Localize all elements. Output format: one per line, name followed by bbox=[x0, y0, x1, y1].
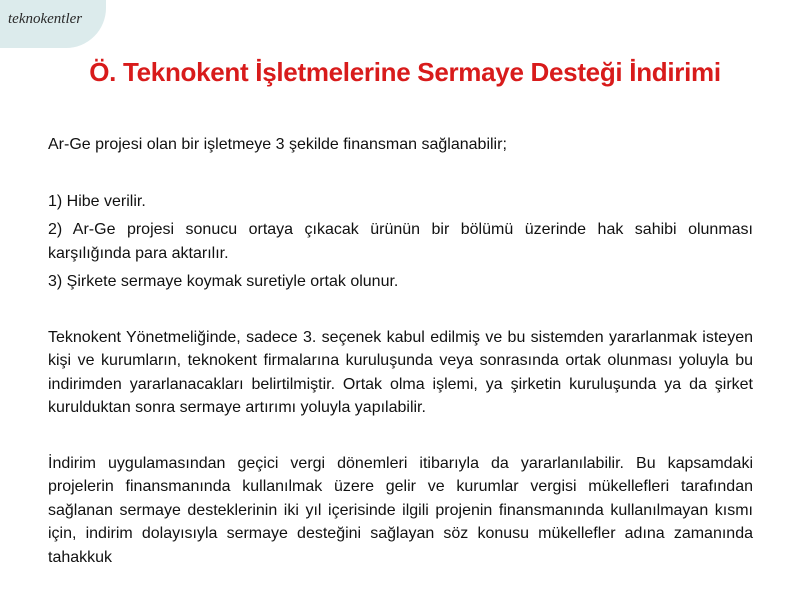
tab-label: teknokentler bbox=[8, 11, 83, 27]
header-tab bbox=[0, 0, 106, 48]
paragraph-yonetmelik: Teknokent Yönetmeliğinde, sadece 3. seçenek kabul edilmiş ve bu sistemden yararlanmak isteyen kişi ve kurumların, teknokent firmalarına kuruluşunda veya sonrasında ortak olunması yoluyla bu indirimden yararlanacakları belirtilmiştir. Ortak olma işlemi, ya şirketin kuruluşunda ya da şirket kurulduktan sonra sermaye artırımı yoluyla yapılabilir. bbox=[48, 328, 753, 416]
intro-text: Ar-Ge projesi olan bir işletmeye 3 şekilde finansman sağlanabilir; bbox=[48, 136, 507, 153]
list-item-2: 2) Ar-Ge projesi sonucu ortaya çıkacak ürünün bir bölümü üzerinde hak sahibi olunması karşılığında para aktarılır. bbox=[48, 221, 753, 262]
list-item-1: 1) Hibe verilir. bbox=[48, 192, 146, 210]
slide-title: Ö. Teknokent İşletmelerine Sermaye Desteği İndirimi bbox=[89, 57, 721, 87]
slide-body bbox=[48, 133, 753, 569]
spacer bbox=[48, 294, 753, 326]
spacer bbox=[48, 420, 753, 452]
spacer bbox=[48, 157, 753, 190]
paragraph-indirim: İndirim uygulamasından geçici vergi dönemleri itibarıyla da yararlanılabilir. Bu kapsamdaki projelerin finansmanında kullanılmak üzere gelir ve kurumlar vergisi mükellefleri tarafından sağlanan sermaye desteklerinin iki yıl içerisinde ilgili projenin finansmanında kullanılmayan kısmı için, indirim dolayısıyla sermaye desteğini sağlayan söz konusu mükellefler adına zamanında tahakkuk bbox=[48, 454, 753, 566]
list-item-3: 3) Şirkete sermaye koymak suretiyle ortak olunur. bbox=[48, 273, 399, 290]
